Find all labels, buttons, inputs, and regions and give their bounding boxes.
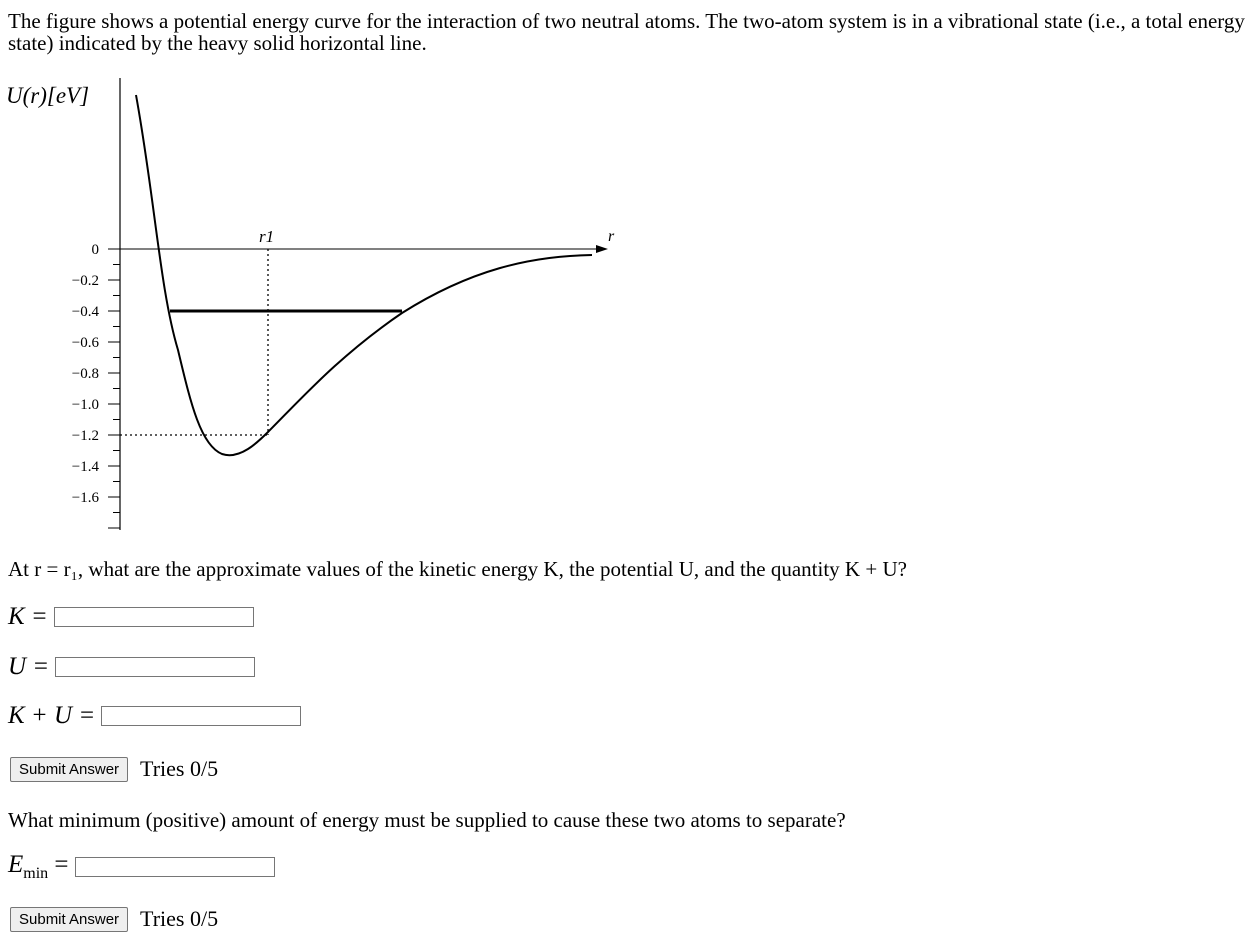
- intro-text: The figure shows a potential energy curve for the interaction of two neutral atoms. The two-atom system is in a vibrational state (i.e., a total energy state) indicated by the heavy solid horizontal line.: [8, 9, 1245, 55]
- emin-label-eq: =: [54, 851, 69, 878]
- potential-energy-figure: [0, 70, 640, 535]
- question2-prompt: What minimum (positive) amount of energy must be supplied to cause these two atoms to separate?: [8, 808, 846, 832]
- u-field-label: U =: [8, 653, 50, 680]
- emin-field-label: [8, 851, 69, 883]
- r-axis-label: r: [608, 228, 615, 245]
- question1-submit-button[interactable]: Submit Answer: [10, 757, 128, 782]
- potential-energy-curve: [136, 95, 592, 455]
- k-plus-u-field-row: [8, 702, 301, 730]
- y-tick-label: −0.6: [71, 335, 99, 351]
- y-tick-label: −1.2: [71, 428, 99, 444]
- y-tick-label: −0.2: [71, 273, 99, 289]
- r-axis-arrow: [596, 245, 608, 253]
- y-tick-label: 0: [91, 242, 99, 258]
- question2-submit-button[interactable]: Submit Answer: [10, 907, 128, 932]
- k-plus-u-field-label: K + U =: [8, 702, 96, 729]
- emin-input[interactable]: [75, 857, 275, 877]
- k-input[interactable]: [54, 607, 254, 627]
- question1-tries: Tries 0/5: [140, 756, 219, 781]
- y-tick-label: −0.8: [71, 366, 99, 382]
- u-input[interactable]: [55, 657, 255, 677]
- k-field-row: [8, 603, 254, 631]
- question1-prompt: At r = r₁, what are the approximate values of the kinetic energy K, the potential U, and the quantity K + U?: [8, 557, 907, 581]
- question2-submit-row: [10, 906, 218, 932]
- emin-label-main: E: [8, 851, 24, 878]
- y-tick-label: −1.4: [71, 459, 99, 475]
- u-field-row: [8, 653, 255, 681]
- question2-tries: Tries 0/5: [140, 906, 219, 931]
- figure-content: [6, 78, 615, 530]
- emin-label-sub: min: [23, 865, 49, 882]
- y-axis-title: U(r)[eV]: [6, 83, 90, 108]
- question1-submit-row: [10, 756, 218, 782]
- r1-label: r1: [259, 227, 275, 246]
- y-tick-label: −0.4: [71, 304, 99, 320]
- k-plus-u-input[interactable]: [101, 706, 301, 726]
- y-tick-label: −1.0: [71, 397, 99, 413]
- y-tick-label: −1.6: [71, 490, 99, 506]
- emin-field-row: [8, 851, 275, 883]
- k-field-label: K =: [8, 603, 48, 630]
